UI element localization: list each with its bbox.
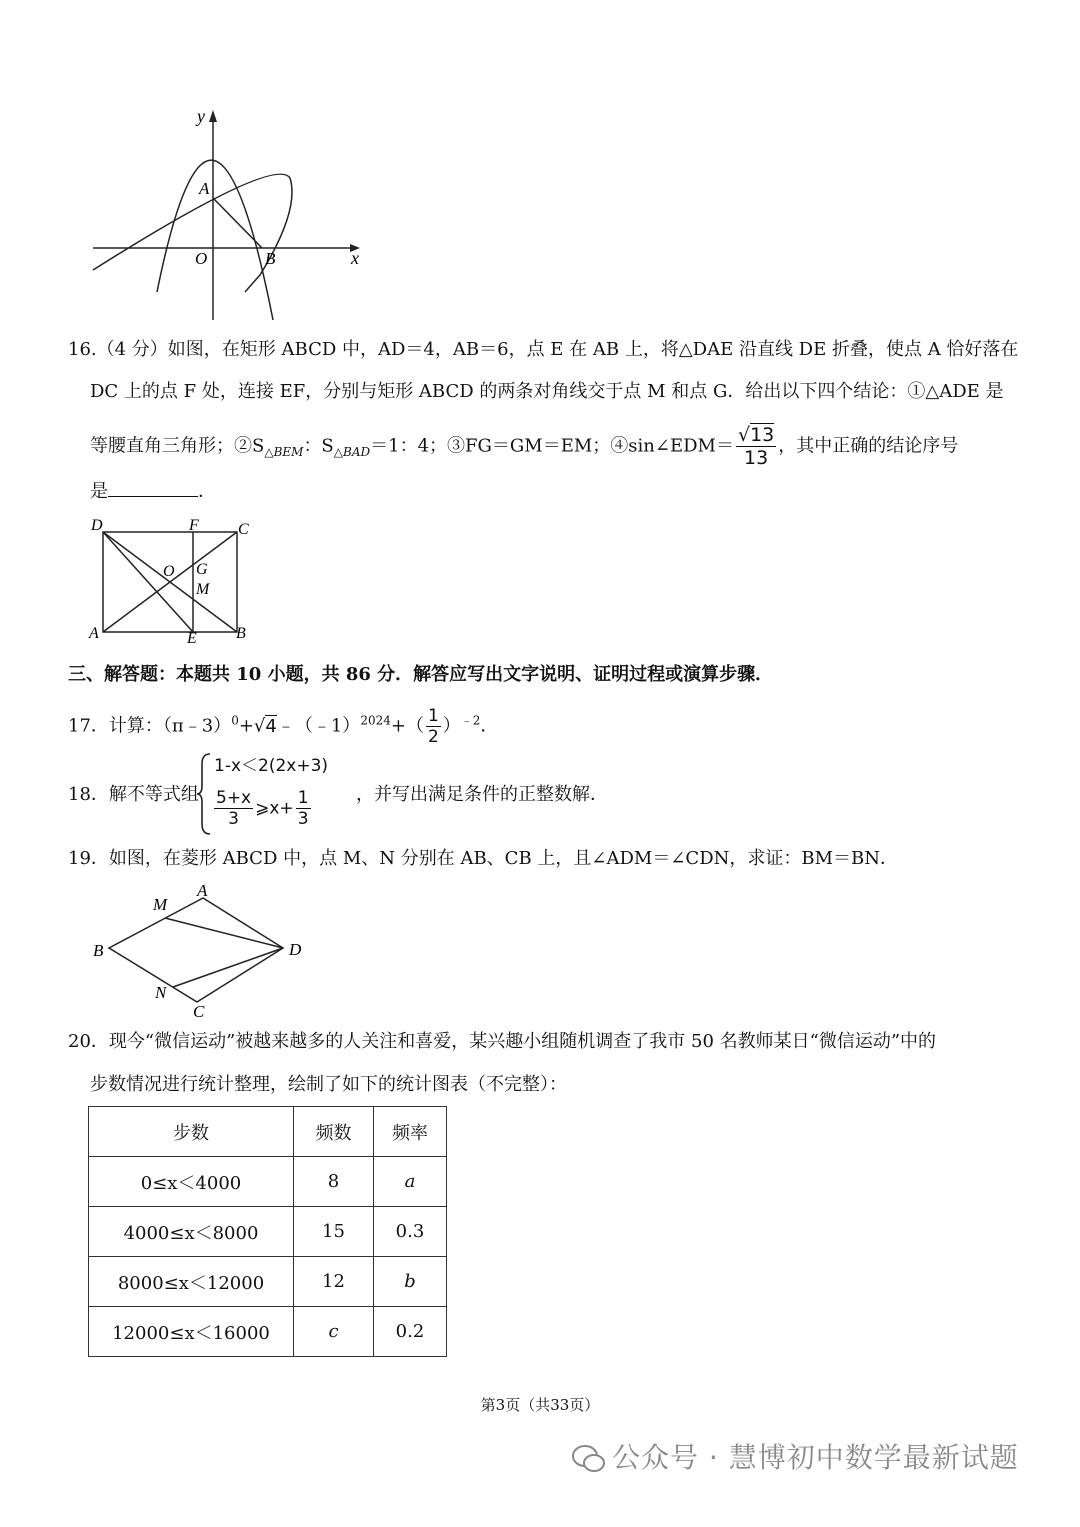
header-steps: 步数 [89, 1107, 294, 1157]
label-b: B [236, 625, 246, 642]
label-c: C [238, 521, 249, 538]
label-e: E [187, 630, 197, 647]
q20-line-1: 20．现今“微信运动”被越来越多的人关注和喜爱，某兴趣小组随机调查了我市 50 名教师某日“微信运动”中的 [68, 1031, 937, 1052]
ineq2-left-fraction [214, 788, 253, 829]
q17-part-a: 17．计算：（π﹣3） [68, 715, 232, 737]
q16-line-1: 16.（4 分）如图，在矩形 ABCD 中，AD＝4，AB＝6，点 E 在 AB 上，将△DAE 沿直线 DE 折叠，使点 A 恰好落在 [68, 339, 1019, 360]
q16-line3-c: ＝1：4；③FG＝GM＝EM；④sin∠EDM＝ [370, 435, 734, 457]
segment-dm [165, 918, 283, 948]
q16-line-3 [90, 424, 958, 469]
q17-line [68, 706, 498, 747]
q19-text: 19．如图，在菱形 ABCD 中，点 M、N 分别在 AB、CB 上，且∠ADM＝∠CDN，求证：BM＝BN． [68, 848, 899, 869]
label-m: M [153, 895, 168, 914]
parabola-curve [157, 160, 273, 320]
point-a-label: A [199, 179, 210, 198]
section-3-heading: 三、解答题：本题共 10 小题，共 86 分．解答应写出文字说明、证明过程或演算步骤． [68, 664, 774, 685]
q17-frac-den: 2 [427, 727, 439, 747]
label-n: N [155, 983, 167, 1002]
statistics-table [88, 1106, 447, 1357]
table-cell: 15 [294, 1207, 374, 1257]
label-g: G [196, 561, 208, 578]
ineq2-fden: 3 [297, 809, 309, 829]
table-header-row [89, 1107, 447, 1157]
q16-line3-b: ：S [303, 435, 334, 457]
q17-part-c: ﹣（﹣1） [276, 715, 361, 737]
label-a: A [197, 881, 208, 900]
table-cell: 12 [294, 1257, 374, 1307]
origin-label: O [195, 249, 208, 268]
ineq2-num: 5+x [216, 788, 252, 808]
table-cell: 4000≤x＜8000 [89, 1207, 294, 1257]
label-m: M [196, 581, 210, 598]
rectangle-figure [85, 512, 260, 647]
function-graph-figure [85, 100, 375, 325]
table-cell: 0.2 [374, 1307, 447, 1357]
frac-denominator: 13 [744, 447, 769, 469]
label-b: B [93, 941, 104, 960]
frac-numerator: 13 [750, 424, 775, 446]
q16-line-4 [90, 478, 216, 505]
header-frequency-rate: 频率 [374, 1107, 447, 1157]
table-cell: 8 [294, 1157, 374, 1207]
table-cell: a [374, 1157, 447, 1207]
q18-prefix: 18．解不等式组 [68, 784, 199, 805]
q17-part-e: ） [442, 715, 461, 737]
q18-suffix: ，并写出满足条件的正整数解． [356, 784, 608, 805]
q17-frac-num: 1 [427, 706, 439, 726]
header-frequency-count: 频数 [294, 1107, 374, 1157]
wechat-icon [572, 1445, 606, 1473]
label-d: D [289, 940, 302, 959]
sideways-parabola-curve [93, 174, 292, 292]
q17-part-b: + [238, 715, 254, 737]
q20-line-2: 步数情况进行统计整理，绘制了如下的统计图表（不完整）： [90, 1074, 567, 1095]
table-row [89, 1307, 447, 1357]
y-axis-arrow [209, 110, 217, 122]
table-cell: 12000≤x＜16000 [89, 1307, 294, 1357]
q17-half-fraction [426, 706, 441, 747]
q17-exp-0: 0 [231, 713, 239, 728]
q16-line3-a: 等腰直角三角形；②S [90, 435, 265, 457]
q17-exp-neg2: ﹣2 [460, 713, 481, 728]
ineq2-right-fraction [296, 788, 311, 829]
label-c: C [193, 1002, 205, 1020]
y-axis-label: y [197, 106, 205, 126]
rhombus-figure [85, 880, 315, 1020]
table-cell: 8000≤x＜12000 [89, 1257, 294, 1307]
q17-part-f: ． [480, 715, 499, 737]
table-row [89, 1207, 447, 1257]
x-axis-label: x [351, 248, 359, 268]
table-cell: c [294, 1307, 374, 1357]
ineq2-den: 3 [228, 809, 239, 829]
segment-de [103, 532, 193, 632]
label-o: O [163, 563, 175, 580]
watermark-text: 公众号 · 慧博初中数学最新试题 [612, 1441, 1019, 1474]
page-footer: 第3页（共33页） [480, 1396, 600, 1414]
rhombus-abcd [109, 898, 283, 1002]
q16-line4-b: ． [198, 481, 216, 502]
q17-exp-2024: 2024 [360, 713, 391, 728]
table-row [89, 1257, 447, 1307]
q16-line4-a: 是 [90, 481, 108, 502]
q17-sqrt-arg: 4 [265, 715, 277, 737]
label-f: F [189, 517, 199, 534]
q16-sub-bad: △BAD [333, 445, 371, 460]
sqrt13-over-13-fraction: $\frac{√13}{13}$ [737, 424, 775, 469]
q16-line3-d: ，其中正确的结论序号 [778, 435, 959, 457]
label-a: A [89, 625, 99, 642]
table-cell: b [374, 1257, 447, 1307]
q16-line-2: DC 上的点 F 处，连接 EF，分别与矩形 ABCD 的两条对角线交于点 M 和点 G．给出以下四个结论：①△ADE 是 [90, 381, 1004, 402]
watermark [572, 1436, 1019, 1476]
segment-dn [173, 948, 283, 987]
answer-blank [108, 478, 198, 497]
ineq2-fnum: 1 [297, 788, 309, 808]
ineq2-mid: ⩾x+ [255, 798, 294, 819]
system-brace [196, 752, 212, 836]
point-b-label: B [265, 249, 276, 268]
label-d: D [91, 517, 103, 534]
sqrt-symbol: √ [253, 715, 266, 737]
q17-part-d: +（ [390, 715, 424, 737]
segment-ab [213, 198, 262, 248]
inequality-1: 1-x＜2(2x+3) [214, 756, 329, 776]
inequality-2 [212, 788, 313, 829]
table-cell: 0.3 [374, 1207, 447, 1257]
table-cell: 0≤x＜4000 [89, 1157, 294, 1207]
table-row [89, 1157, 447, 1207]
q16-sub-bem: △BEM [264, 445, 304, 460]
